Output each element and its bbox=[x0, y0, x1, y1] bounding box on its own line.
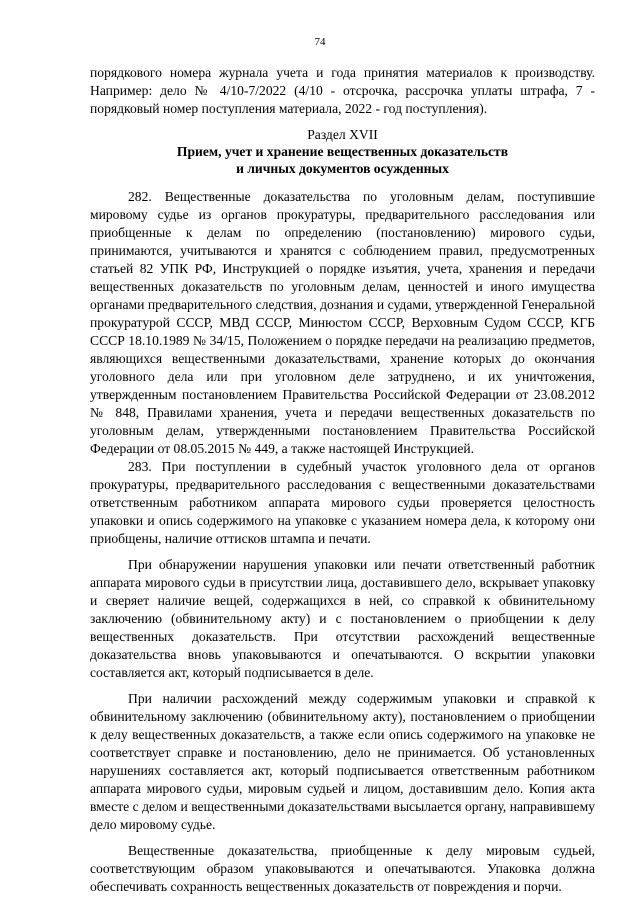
section-title-line-1: Прием, учет и хранение вещественных доказательств bbox=[176, 144, 509, 159]
intro-text: порядкового номера журнала учета и года принятия материалов к производству. Например: дело № 4/10-7/2022 (4/10 - отсрочка, рассрочка уплаты штрафа, 7 - порядковый номер поступления материала, 2022 - год поступления). bbox=[90, 65, 595, 116]
paragraph-discrepancies: При наличии расхождений между содержимым упаковки и справкой к обвинительному заключению (обвинительному акту), постановлением о приобщении к делу вещественных доказательств, а также если опись содержимого на упаковке не соответствует справке и постановлению, дело не принимается. Об установленных нарушениях составляется акт, который подписывается ответственным работником аппарата мирового судьи, мировым судьей и лицом, доставившим дело. Копия акта вместе с делом и вещественными доказательствами высылается органу, направившему дело мировому судье. bbox=[90, 691, 595, 832]
page-number: 74 bbox=[314, 36, 326, 48]
paragraph-packaging-violation: При обнаружении нарушения упаковки или печати ответственный работник аппарата мирового судьи в присутствии лица, доставившего дело, вскрывает упаковку и сверяет наличие вещей, содержащихся в ней, со справкой к обвинительному заключению (обвинительному акту) и с постановлением о приобщении к делу вещественных доказательств. При отсутствии расхождений вещественные доказательства вновь упаковываются и опечатываются. О вскрытии упаковки составляется акт, который подписывается в деле. bbox=[90, 557, 595, 680]
section-title-line-2: и личных документов осужденных bbox=[236, 161, 449, 176]
paragraph-283: 283. При поступлении в судебный участок уголовного дела от органов прокуратуры, предварительного расследования с вещественными доказательствами ответственным работником аппарата мирового судьи проверяется целостность упаковки и опись содержимого на упаковке с указанием номера дела, к которому они приобщены, наличие оттисков штампа и печати. bbox=[90, 459, 595, 546]
section-heading bbox=[90, 126, 595, 177]
paragraph-282: 282. Вещественные доказательства по уголовным делам, поступившие мировому судье из органов прокуратуры, предварительного расследования или приобщенные к делам по определению (постановлению) мирового судьи, принимаются, учитываются и хранятся с соблюдением правил, предусмотренных статьей 82 УПК РФ, Инструкцией о порядке изъятия, учета, хранения и передачи вещественных доказательств по уголовным делам, ценностей и иного имущества органами предварительного следствия, дознания и судами, утвержденной Генеральной прокуратурой СССР, МВД СССР, Минюстом СССР, Верховным Судом СССР, КГБ СССР 18.10.1989 № 34/15, Положением о порядке передачи на реализацию предметов, являющихся вещественными доказательствами, хранение которых до окончания уголовного дела или при уголовном деле затруднено, и их уничтожения, утвержденным постановлением Правительства Российской Федерации от 23.08.2012 № 848, Правилами хранения, учета и передачи вещественных доказательств по уголовным делам, утвержденными постановлением Правительства Российской Федерации от 08.05.2015 № 449, а также настоящей Инструкцией. bbox=[90, 189, 595, 456]
intro-paragraph bbox=[90, 64, 595, 118]
paragraph-packaging-rules: Вещественные доказательства, приобщенные к делу мировым судьей, соответствующим образом упаковываются и опечатываются. Упаковка должна обеспечивать сохранность вещественных доказательств от повреждения и порчи. bbox=[90, 843, 595, 894]
main-text bbox=[90, 188, 595, 896]
section-label: Раздел XVII bbox=[307, 127, 378, 142]
